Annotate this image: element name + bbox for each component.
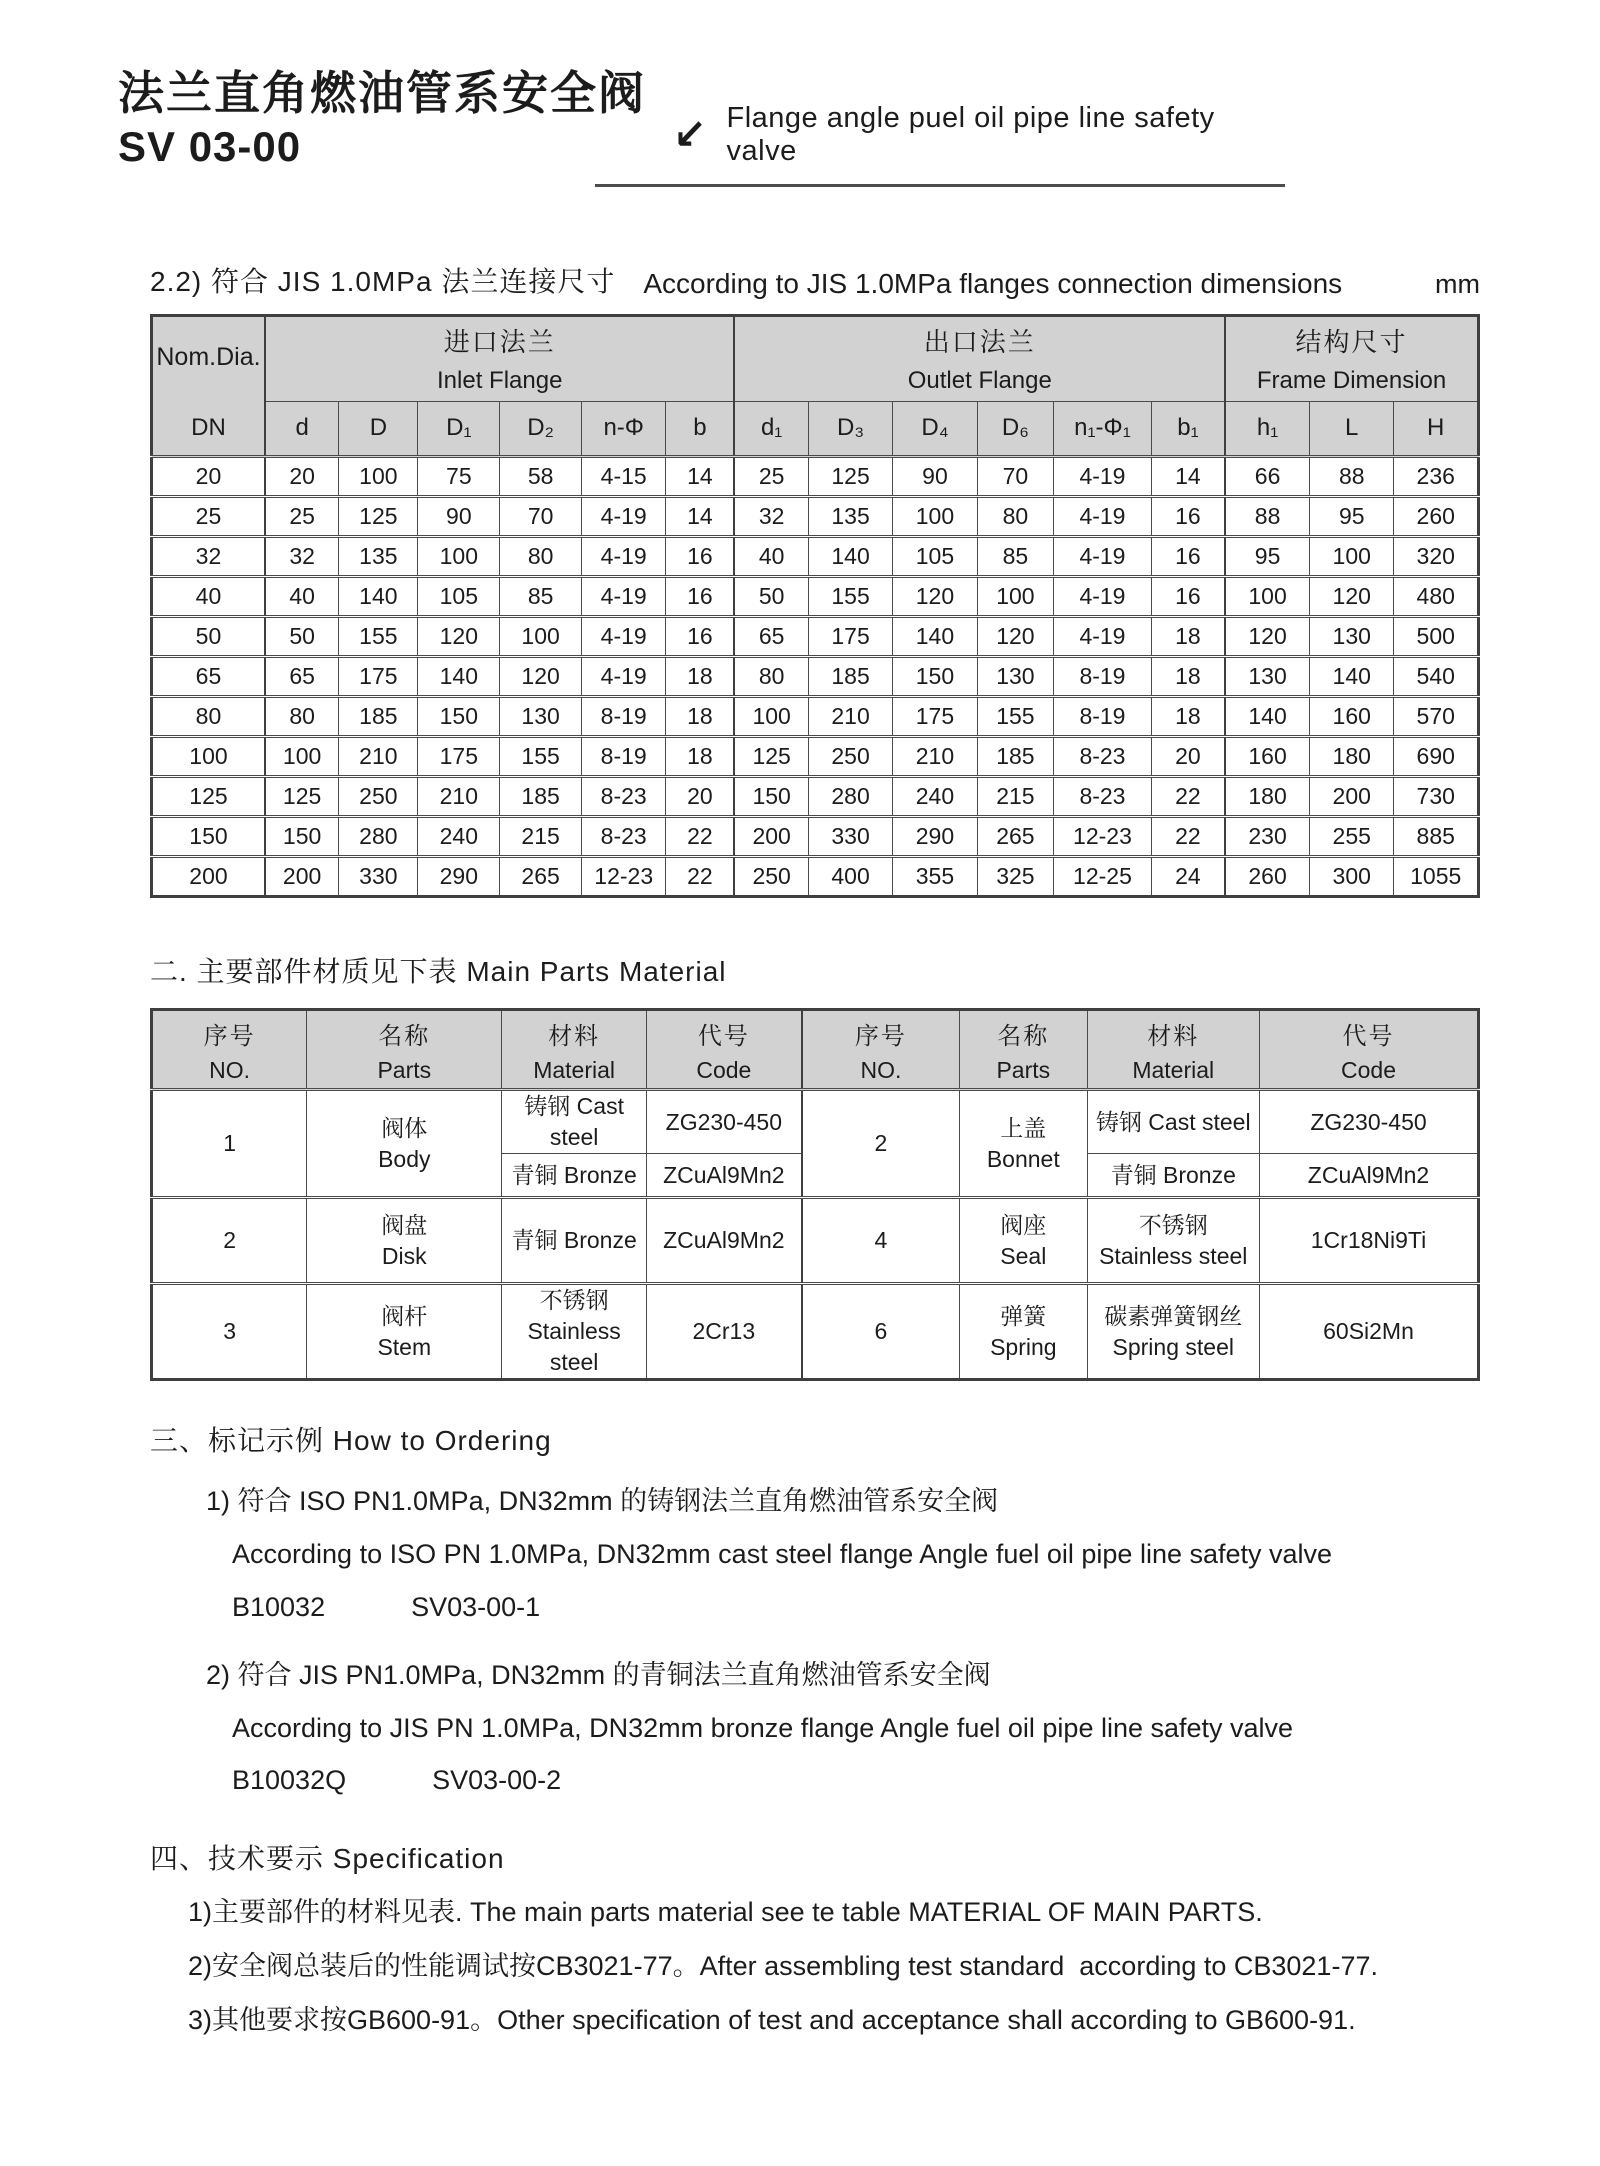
dim-cell: 32: [152, 537, 265, 577]
parts-row-body-bonnet-a: [152, 1090, 1479, 1154]
parts-name-cell: 阀体 Body: [307, 1090, 502, 1198]
dim-cell: 140: [1225, 697, 1309, 737]
dim-cell: 18: [1151, 617, 1225, 657]
dim-cell: 50: [734, 577, 808, 617]
dim-cell: 18: [1151, 657, 1225, 697]
dim-cell: 16: [666, 537, 735, 577]
parts-material-cell: 碳素弹簧钢丝 Spring steel: [1087, 1284, 1260, 1380]
dim-cell: 250: [339, 777, 418, 817]
dim-table-row: [152, 617, 1479, 657]
dim-cell: 135: [339, 537, 418, 577]
dim-cell: 100: [1225, 577, 1309, 617]
dim-column-header: b₁: [1151, 401, 1225, 456]
dim-cell: 90: [893, 457, 977, 497]
dim-cell: 100: [734, 697, 808, 737]
dim-table-row: [152, 697, 1479, 737]
dim-cell: 88: [1310, 457, 1394, 497]
dim-cell: 105: [893, 537, 977, 577]
dim-cell: 100: [1310, 537, 1394, 577]
dim-cell: 150: [893, 657, 977, 697]
dim-cell: 22: [1151, 777, 1225, 817]
parts-header-material-right: 材料 Material: [1087, 1010, 1260, 1090]
parts-no-cell: 3: [152, 1284, 307, 1380]
dim-cell: 140: [1310, 657, 1394, 697]
spec-line-3: 3)其他要求按GB600-91。Other specification of test and acceptance shall according to GB600-91.: [188, 2005, 1356, 2036]
dim-cell: 85: [500, 577, 582, 617]
parts-material-table: [150, 1008, 1480, 1381]
ordering-item-2: [150, 1649, 1480, 1807]
dim-cell: 4-19: [1054, 617, 1152, 657]
dim-cell: 4-19: [582, 577, 666, 617]
dim-cell: 260: [1225, 857, 1309, 897]
dim-cell: 130: [500, 697, 582, 737]
dim-column-header: d: [265, 401, 339, 456]
dim-cell: 100: [977, 577, 1054, 617]
parts-name-cell: 阀座 Seal: [960, 1198, 1087, 1284]
page-title-en: Flange angle puel oil pipe line safety valve: [726, 102, 1215, 167]
dim-cell: 150: [734, 777, 808, 817]
dim-cell: 100: [265, 737, 339, 777]
dim-cell: 175: [339, 657, 418, 697]
dim-table-body: [152, 457, 1479, 897]
parts-no-cell: 4: [802, 1198, 960, 1284]
parts-material-cell: 不锈钢 Stainless steel: [1087, 1198, 1260, 1284]
dim-cell: 24: [1151, 857, 1225, 897]
unit-label: mm: [1435, 269, 1480, 299]
ordering-code-line: [150, 1754, 1480, 1807]
parts-code-cell: 1Cr18Ni9Ti: [1260, 1198, 1479, 1284]
outlet-flange-group-header: [734, 316, 1225, 402]
dim-cell: 25: [152, 497, 265, 537]
dim-cell: 8-23: [1054, 777, 1152, 817]
dim-cell: 4-19: [582, 537, 666, 577]
dim-cell: 155: [808, 577, 892, 617]
dim-cell: 4-15: [582, 457, 666, 497]
ordering-line-en: According to ISO PN 1.0MPa, DN32mm cast steel flange Angle fuel oil pipe line safety valve: [232, 1538, 1333, 1569]
dim-cell: 140: [808, 537, 892, 577]
parts-code-cell: ZCuAl9Mn2: [646, 1154, 801, 1198]
dim-cell: 95: [1225, 537, 1309, 577]
dim-cell: 175: [893, 697, 977, 737]
dim-cell: 120: [1225, 617, 1309, 657]
parts-name-cell: 阀杆 Stem: [307, 1284, 502, 1380]
dim-cell: 150: [152, 817, 265, 857]
dim-table-row: [152, 457, 1479, 497]
dim-cell: 355: [893, 857, 977, 897]
dim-cell: 4-19: [582, 497, 666, 537]
dim-column-header: h₁: [1225, 401, 1309, 456]
dim-cell: 16: [666, 617, 735, 657]
dim-cell: 240: [418, 817, 500, 857]
dim-cell: 8-23: [582, 817, 666, 857]
parts-header-row: [152, 1010, 1479, 1090]
dim-column-header: D₆: [977, 401, 1054, 456]
dim-cell: 8-23: [582, 777, 666, 817]
frame-dimension-label-zh: 结构尺寸: [1295, 327, 1408, 358]
dim-cell: 18: [666, 737, 735, 777]
dim-cell: 40: [265, 577, 339, 617]
dim-cell: 210: [808, 697, 892, 737]
dim-cell: 125: [734, 737, 808, 777]
dim-cell: 20: [152, 457, 265, 497]
dim-table-row: [152, 537, 1479, 577]
dim-cell: 185: [808, 657, 892, 697]
dim-group-header-row: [152, 316, 1479, 402]
parts-material-cell: 青铜 Bronze: [502, 1154, 647, 1198]
inlet-flange-group-header: [265, 316, 735, 402]
header-block-zh: [118, 62, 646, 170]
dim-cell: 50: [152, 617, 265, 657]
dim-cell: 80: [265, 697, 339, 737]
parts-material-cell: 青铜 Bronze: [1087, 1154, 1260, 1198]
dim-cell: 130: [977, 657, 1054, 697]
dim-cell: 16: [1151, 577, 1225, 617]
dim-cell: 95: [1310, 497, 1394, 537]
dim-cell: 185: [500, 777, 582, 817]
dim-cell: 155: [500, 737, 582, 777]
dim-column-header: d₁: [734, 401, 808, 456]
arrow-down-left-icon: ↙: [673, 111, 707, 159]
dim-table-row: [152, 857, 1479, 897]
dim-cell: 100: [152, 737, 265, 777]
dim-cell: 125: [339, 497, 418, 537]
dim-cell: 320: [1394, 537, 1479, 577]
dim-cell: 4-19: [582, 657, 666, 697]
spec-line-2: 2)安全阀总装后的性能调试按CB3021-77。After assembling test standard according to CB3021-77.: [188, 1951, 1378, 1982]
parts-material-cell: 铸钢 Cast steel: [502, 1090, 647, 1154]
dim-cell: 8-19: [1054, 697, 1152, 737]
parts-material-cell: 铸钢 Cast steel: [1087, 1090, 1260, 1154]
dim-cell: 500: [1394, 617, 1479, 657]
parts-code-cell: ZG230-450: [1260, 1090, 1479, 1154]
dim-cell: 180: [1225, 777, 1309, 817]
dim-column-header: b: [666, 401, 735, 456]
dim-cell: 160: [1225, 737, 1309, 777]
dim-cell: 120: [977, 617, 1054, 657]
dim-cell: 236: [1394, 457, 1479, 497]
dim-cell: 135: [808, 497, 892, 537]
dim-cell: 210: [418, 777, 500, 817]
dim-column-header: D₄: [893, 401, 977, 456]
dim-cell: 14: [666, 497, 735, 537]
dim-cell: 730: [1394, 777, 1479, 817]
dim-cell: 280: [339, 817, 418, 857]
dim-cell: 155: [339, 617, 418, 657]
dim-cell: 4-19: [1054, 457, 1152, 497]
content-column: [150, 260, 1480, 2047]
dim-table-row: [152, 497, 1479, 537]
parts-header-parts-left: 名称 Parts: [307, 1010, 502, 1090]
dim-cell: 4-19: [1054, 537, 1152, 577]
dim-cell: 250: [808, 737, 892, 777]
dim-column-header: D: [339, 401, 418, 456]
header-block-en: [595, 96, 1285, 187]
dim-cell: 125: [808, 457, 892, 497]
frame-dimension-group-header: [1225, 316, 1478, 402]
dim-cell: 480: [1394, 577, 1479, 617]
dim-column-header: H: [1394, 401, 1479, 456]
dim-column-header: D₁: [418, 401, 500, 456]
dim-table-row: [152, 777, 1479, 817]
dim-cell: 16: [666, 577, 735, 617]
spec-lines: [150, 1885, 1480, 2047]
dim-cell: 100: [893, 497, 977, 537]
ordering-code: B10032: [232, 1591, 326, 1622]
dim-table-row: [152, 657, 1479, 697]
inlet-flange-label-zh: 进口法兰: [443, 327, 556, 358]
dim-cell: 140: [339, 577, 418, 617]
dim-cell: 12-23: [1054, 817, 1152, 857]
parts-no-cell: 1: [152, 1090, 307, 1198]
dim-cell: 8-19: [582, 697, 666, 737]
dim-column-header-row: [152, 401, 1479, 456]
parts-name-cell: 上盖 Bonnet: [960, 1090, 1087, 1198]
page-title-zh: 法兰直角燃油管系安全阀: [118, 67, 646, 119]
dim-column-header: D₃: [808, 401, 892, 456]
dim-column-header: D₂: [500, 401, 582, 456]
parts-no-cell: 2: [152, 1198, 307, 1284]
parts-material-cell: 不锈钢 Stainless steel: [502, 1284, 647, 1380]
parts-header-parts-right: 名称 Parts: [960, 1010, 1087, 1090]
parts-no-cell: 2: [802, 1090, 960, 1198]
parts-header-code-left: 代号 Code: [646, 1010, 801, 1090]
dim-cell: 70: [977, 457, 1054, 497]
parts-code-cell: 60Si2Mn: [1260, 1284, 1479, 1380]
dim-cell: 105: [418, 577, 500, 617]
dim-cell: 125: [152, 777, 265, 817]
dim-cell: 88: [1225, 497, 1309, 537]
dim-cell: 150: [418, 697, 500, 737]
parts-name-cell: 弹簧 Spring: [960, 1284, 1087, 1380]
dim-cell: 325: [977, 857, 1054, 897]
ordering-section-heading: 三、标记示例 How to Ordering: [150, 1425, 552, 1457]
dim-cell: 4-19: [1054, 497, 1152, 537]
parts-section-heading: 二. 主要部件材质见下表 Main Parts Material: [150, 956, 727, 987]
dim-cell: 265: [500, 857, 582, 897]
dim-cell: 230: [1225, 817, 1309, 857]
dim-cell: 260: [1394, 497, 1479, 537]
parts-header-code-right: 代号 Code: [1260, 1010, 1479, 1090]
dim-cell: 85: [977, 537, 1054, 577]
dim-cell: 50: [265, 617, 339, 657]
dim-cell: 20: [265, 457, 339, 497]
nom-dia-label: Nom.Dia.: [156, 343, 261, 371]
dim-cell: 330: [808, 817, 892, 857]
dim-column-header: n-Φ: [582, 401, 666, 456]
dim-table-row: [152, 817, 1479, 857]
dim-cell: 22: [666, 817, 735, 857]
dim-cell: 200: [152, 857, 265, 897]
dim-cell: 130: [1225, 657, 1309, 697]
dim-cell: 12-25: [1054, 857, 1152, 897]
dim-cell: 65: [734, 617, 808, 657]
dim-cell: 90: [418, 497, 500, 537]
dim-cell: 22: [1151, 817, 1225, 857]
dim-cell: 4-19: [1054, 577, 1152, 617]
frame-dimension-label-en: Frame Dimension: [1256, 367, 1447, 395]
dim-cell: 690: [1394, 737, 1479, 777]
dim-cell: 8-19: [1054, 657, 1152, 697]
dim-cell: 175: [808, 617, 892, 657]
dim-cell: 65: [152, 657, 265, 697]
dim-cell: 200: [265, 857, 339, 897]
parts-code-cell: ZCuAl9Mn2: [646, 1198, 801, 1284]
ordering-code-line: [150, 1581, 1480, 1634]
dim-cell: 100: [339, 457, 418, 497]
parts-code-cell: 2Cr13: [646, 1284, 801, 1380]
dim-cell: 40: [734, 537, 808, 577]
ordering-model: SV03-00-1: [411, 1591, 541, 1622]
parts-no-cell: 6: [802, 1284, 960, 1380]
dim-cell: 80: [152, 697, 265, 737]
parts-row-disk-seal: [152, 1198, 1479, 1284]
dimensions-table: [150, 314, 1480, 898]
dim-cell: 120: [1310, 577, 1394, 617]
dim-cell: 20: [666, 777, 735, 817]
model-number: SV 03-00: [118, 123, 302, 171]
dim-cell: 12-23: [582, 857, 666, 897]
dim-cell: 20: [1151, 737, 1225, 777]
dim-cell: 120: [500, 657, 582, 697]
dn-label: DN: [191, 414, 226, 441]
ordering-line-zh: 2) 符合 JIS PN1.0MPa, DN32mm 的青铜法兰直角燃油管系安全阀: [206, 1660, 991, 1691]
dim-heading-zh: 2.2) 符合 JIS 1.0MPa 法兰连接尺寸: [150, 266, 616, 297]
ordering-code: B10032Q: [232, 1765, 347, 1796]
nom-dia-header-cell: [152, 316, 265, 457]
parts-header-no-left: 序号 NO.: [152, 1010, 307, 1090]
dim-cell: 200: [1310, 777, 1394, 817]
dim-cell: 25: [734, 457, 808, 497]
dim-cell: 120: [893, 577, 977, 617]
dim-cell: 80: [500, 537, 582, 577]
dim-cell: 14: [666, 457, 735, 497]
dim-cell: 8-23: [1054, 737, 1152, 777]
dim-cell: 150: [265, 817, 339, 857]
dim-cell: 120: [418, 617, 500, 657]
dim-cell: 155: [977, 697, 1054, 737]
dim-column-header: L: [1310, 401, 1394, 456]
dim-cell: 215: [500, 817, 582, 857]
ordering-line-zh: 1) 符合 ISO PN1.0MPa, DN32mm 的铸钢法兰直角燃油管系安全阀: [206, 1486, 999, 1517]
dim-cell: 180: [1310, 737, 1394, 777]
dim-cell: 75: [418, 457, 500, 497]
dim-table-row: [152, 737, 1479, 777]
dim-cell: 160: [1310, 697, 1394, 737]
outlet-flange-label-zh: 出口法兰: [923, 327, 1036, 358]
outlet-flange-label-en: Outlet Flange: [907, 367, 1052, 395]
dim-cell: 290: [893, 817, 977, 857]
dim-cell: 255: [1310, 817, 1394, 857]
dim-cell: 280: [808, 777, 892, 817]
dim-cell: 80: [734, 657, 808, 697]
inlet-flange-label-en: Inlet Flange: [437, 367, 563, 395]
dim-cell: 330: [339, 857, 418, 897]
dim-cell: 66: [1225, 457, 1309, 497]
dim-cell: 22: [666, 857, 735, 897]
dim-cell: 140: [418, 657, 500, 697]
dim-cell: 18: [666, 657, 735, 697]
dim-cell: 215: [977, 777, 1054, 817]
ordering-model: SV03-00-2: [432, 1765, 562, 1796]
dim-cell: 250: [734, 857, 808, 897]
dim-cell: 400: [808, 857, 892, 897]
dim-cell: 130: [1310, 617, 1394, 657]
dim-cell: 540: [1394, 657, 1479, 697]
dim-cell: 32: [734, 497, 808, 537]
parts-name-cell: 阀盘 Disk: [307, 1198, 502, 1284]
dim-cell: 65: [265, 657, 339, 697]
dim-cell: 100: [500, 617, 582, 657]
dim-cell: 210: [339, 737, 418, 777]
dim-cell: 18: [666, 697, 735, 737]
dim-cell: 58: [500, 457, 582, 497]
dim-cell: 570: [1394, 697, 1479, 737]
dim-cell: 4-19: [582, 617, 666, 657]
dim-cell: 300: [1310, 857, 1394, 897]
dim-section-heading-row: [150, 260, 1480, 300]
parts-header-material-left: 材料 Material: [502, 1010, 647, 1090]
spec-section-heading: 四、技术要示 Specification: [150, 1843, 505, 1875]
ordering-item-1: [150, 1475, 1480, 1633]
dim-cell: 175: [418, 737, 500, 777]
spec-line-1: 1)主要部件的材料见表. The main parts material see te table MATERIAL OF MAIN PARTS.: [188, 1897, 1263, 1928]
dim-cell: 210: [893, 737, 977, 777]
dim-cell: 14: [1151, 457, 1225, 497]
dim-cell: 18: [1151, 697, 1225, 737]
dim-cell: 885: [1394, 817, 1479, 857]
dim-cell: 16: [1151, 497, 1225, 537]
dim-cell: 200: [734, 817, 808, 857]
dim-cell: 265: [977, 817, 1054, 857]
dim-heading-en: According to JIS 1.0MPa flanges connection dimensions: [643, 268, 1343, 299]
dim-cell: 185: [339, 697, 418, 737]
parts-material-cell: 青铜 Bronze: [502, 1198, 647, 1284]
dim-cell: 16: [1151, 537, 1225, 577]
parts-code-cell: ZG230-450: [646, 1090, 801, 1154]
parts-header-no-right: 序号 NO.: [802, 1010, 960, 1090]
ordering-line-en: According to JIS PN 1.0MPa, DN32mm bronze flange Angle fuel oil pipe line safety valve: [232, 1712, 1294, 1743]
dim-cell: 32: [265, 537, 339, 577]
dim-cell: 100: [418, 537, 500, 577]
dim-cell: 80: [977, 497, 1054, 537]
dim-cell: 240: [893, 777, 977, 817]
parts-code-cell: ZCuAl9Mn2: [1260, 1154, 1479, 1198]
dim-cell: 8-19: [582, 737, 666, 777]
parts-row-stem-spring: [152, 1284, 1479, 1380]
dim-column-header: n₁-Φ₁: [1054, 401, 1152, 456]
dim-table-row: [152, 577, 1479, 617]
dim-cell: 140: [893, 617, 977, 657]
dim-cell: 185: [977, 737, 1054, 777]
dim-cell: 1055: [1394, 857, 1479, 897]
dim-cell: 125: [265, 777, 339, 817]
dim-cell: 25: [265, 497, 339, 537]
dim-cell: 40: [152, 577, 265, 617]
dim-cell: 290: [418, 857, 500, 897]
dim-cell: 70: [500, 497, 582, 537]
